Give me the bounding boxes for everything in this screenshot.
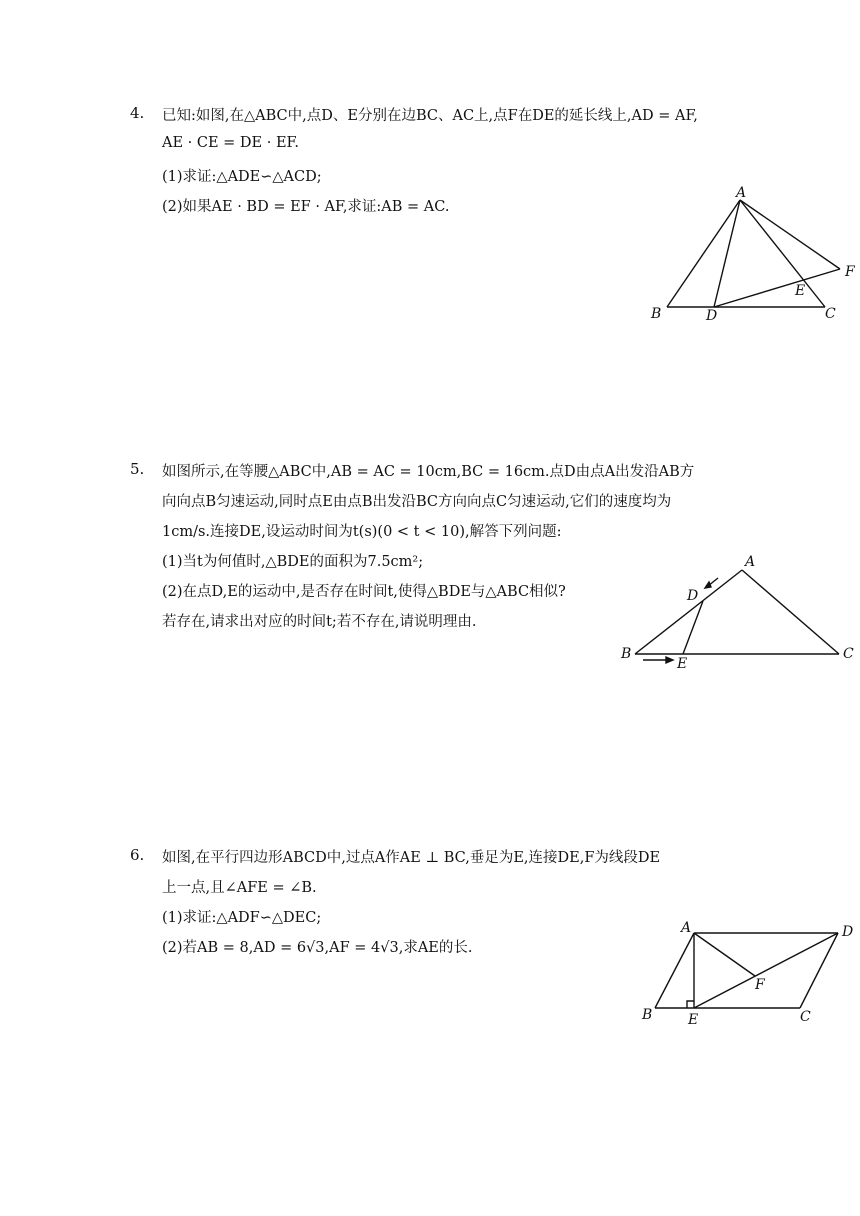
problem-number: 4. xyxy=(130,104,145,122)
figure-problem-6 xyxy=(638,918,860,1028)
label-f: F xyxy=(845,264,855,280)
problem-text-line: 如图所示,在等腰△ABC中,AB = AC = 10cm,BC = 16cm.点D由点A出发沿AB方 xyxy=(162,464,695,480)
problem-text-line: 上一点,且∠AFE = ∠B. xyxy=(162,880,317,896)
label-a: A xyxy=(736,185,747,201)
problem-number: 6. xyxy=(130,846,145,864)
label-a: A xyxy=(681,920,692,936)
figure-problem-4 xyxy=(640,185,860,330)
figure-problem-5 xyxy=(615,550,860,675)
label-e: E xyxy=(795,283,806,299)
segment-af xyxy=(740,200,840,269)
label-b: B xyxy=(642,1007,653,1023)
arrow-d-head xyxy=(705,582,711,588)
right-angle-mark xyxy=(687,1001,694,1008)
label-b: B xyxy=(651,306,662,322)
problem-text-line: (1)求证:△ADE∽△ACD; xyxy=(162,169,322,185)
segment-af xyxy=(694,933,755,976)
problem-text-line: AE · CE = DE · EF. xyxy=(162,135,299,151)
segment-ab xyxy=(655,933,694,1008)
problem-text-line: (2)如果AE · BD = EF · AF,求证:AB = AC. xyxy=(162,199,450,215)
problem-text-line: (2)在点D,E的运动中,是否存在时间t,使得△BDE与△ABC相似? xyxy=(162,584,566,600)
problem-text-line: (1)当t为何值时,△BDE的面积为7.5cm²; xyxy=(162,554,424,570)
label-e: E xyxy=(688,1012,699,1028)
segment-ac xyxy=(740,200,825,307)
segment-ad xyxy=(714,200,740,307)
segment-de xyxy=(694,933,838,1008)
label-e: E xyxy=(677,656,688,672)
label-a: A xyxy=(745,554,756,570)
label-b: B xyxy=(621,646,632,662)
problem-text-line: 如图,在平行四边形ABCD中,过点A作AE ⊥ BC,垂足为E,连接DE,F为线段DE xyxy=(162,850,661,866)
arrow-e-head xyxy=(666,657,673,663)
problem-text-line: 向向点B匀速运动,同时点E由点B出发沿BC方向向点C匀速运动,它们的速度均为 xyxy=(162,494,672,510)
problem-text-line: (1)求证:△ADF∽△DEC; xyxy=(162,910,322,926)
problem-text-line: 已知:如图,在△ABC中,点D、E分别在边BC、AC上,点F在DE的延长线上,AD = AF, xyxy=(162,108,698,124)
label-c: C xyxy=(843,646,854,662)
label-d: D xyxy=(706,308,718,324)
label-c: C xyxy=(800,1009,811,1025)
label-d: D xyxy=(687,588,699,604)
label-c: C xyxy=(825,306,836,322)
problem-text-line: (2)若AB = 8,AD = 6√3,AF = 4√3,求AE的长. xyxy=(162,940,473,956)
problem-text-line: 1cm/s.连接DE,设运动时间为t(s)(0 < t < 10),解答下列问题: xyxy=(162,524,562,540)
segment-ac xyxy=(742,570,839,654)
label-d: D xyxy=(842,924,854,940)
segment-ab xyxy=(667,200,740,307)
problem-text-line: 若存在,请求出对应的时间t;若不存在,请说明理由. xyxy=(162,614,477,630)
label-f: F xyxy=(755,977,765,993)
problem-number: 5. xyxy=(130,460,145,478)
segment-dc xyxy=(800,933,838,1008)
